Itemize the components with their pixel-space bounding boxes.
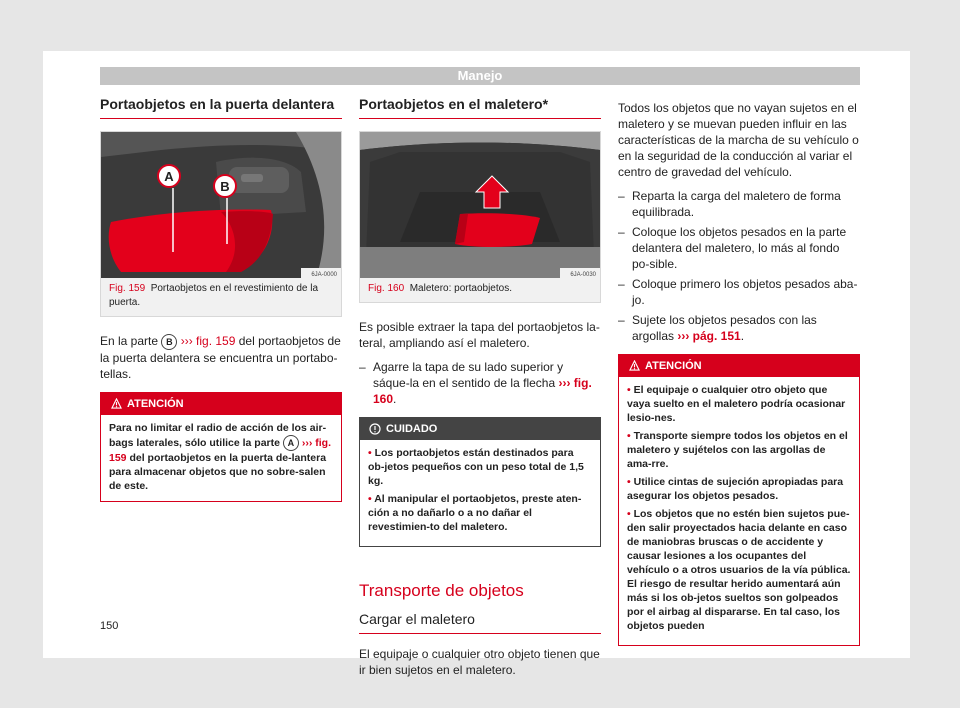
paragraph-load-intro: Todos los objetos que no vayan sujetos en el maletero y se muevan pueden influir en las características de la marcha de su vehículo o en la seguridad de la conducción al variar el centro de gravedad del vehículo. [618,101,859,179]
section-title-door: Portaobjetos en la puerta delantera [100,96,342,119]
list-item: – Coloque primero los objetos pesados aba-jo. [618,276,860,308]
warning-item: • El equipaje o cualquier otro objeto que vaya suelto en el maletero podría ocasionar lesio-nes. [627,384,846,424]
figure-caption: Fig. 159 Portaobjetos en el revestimiento de la puerta. [109,283,319,308]
figure-160 [359,131,601,303]
figure-code: 6JA-0030 [570,272,596,278]
list-item: – Agarre la tapa de su lado superior y sáque-la en el sentido de la flecha ››› fig. 160. [359,359,601,407]
warning-triangle-icon [111,398,122,409]
load-list [618,188,860,344]
door-pocket-illustration [101,132,341,278]
caution-header: CUIDADO [360,418,600,440]
section-title-trunk: Portaobjetos en el maletero* [359,96,601,119]
ref-link[interactable]: ››› fig. 160 [373,376,592,406]
warning-item: • Los objetos que no estén bien sujetos pue-den salir proyectados hacia delante en caso de maniobras bruscas o de accidente y causar lesiones a los ocupantes del vehículo o a otros usuarios de la vía pública. El riesgo de resultar herido aumentará aún más si los ob-jetos sueltos son golpeados por el airbag al dispararse. En tal caso, los objetos pueden [627,508,851,632]
caution-exclamation-icon [369,423,381,435]
warning-box-door [100,392,342,502]
warning-box-load [618,354,860,646]
column-2 [359,96,601,686]
ref-link[interactable]: ››› fig. 159 [109,436,331,464]
page-header: Manejo [100,67,860,85]
paragraph-load: El equipaje o cualquier otro objeto tienen que ir bien sujetos en el maletero. [359,647,600,677]
list-item: – Coloque los objetos pesados en la parte delantera del maletero, lo más al fondo po-sible. [618,224,860,272]
figure-caption: Fig. 160 Maletero: portaobjetos. [368,283,512,294]
ref-link[interactable]: ››› fig. 159 [180,334,236,348]
badge-a: A [283,435,299,451]
figure-code: 6JA-0000 [311,272,337,278]
warning-item: • Transporte siempre todos los objetos en el maletero y sujételos con las argollas de ama-rre. [627,430,848,470]
column-1 [100,96,342,502]
subsection-title: Cargar el maletero [359,611,601,634]
warning-triangle-icon [629,360,640,371]
column-3 [618,100,860,646]
warning-header: ATENCIÓN [101,393,341,415]
list-item: – Sujete los objetos pesados con las argollas ››› pág. 151. [618,312,860,344]
caution-text [360,440,600,546]
warning-item: • Utilice cintas de sujeción apropiadas para asegurar los objetos pesados. [627,476,844,502]
figure-159 [100,131,342,317]
chapter-title: Transporte de objetos [359,581,524,600]
caution-item: • Al manipular el portaobjetos, preste aten-ción a no dañarlo o a no dañar el revestimien-to del maletero. [368,493,582,533]
badge-b: B [161,334,177,350]
ref-link[interactable]: ››› pág. 151 [677,329,741,343]
label-a: A [164,169,174,184]
paragraph-trunk: Es posible extraer la tapa del portaobjetos la-teral, ampliando así el maletero. [359,320,600,350]
warning-text: Para no limitar el radio de acción de los air-bags laterales, sólo utilice la parte A ››› fig. 159 del portaobjetos en la puerta de-lantera para almacenar objetos que no sobre-salen de este. [109,421,331,492]
page-number: 150 [100,620,119,632]
trunk-storage-illustration [360,132,600,278]
warning-header: ATENCIÓN [619,355,859,377]
caution-item: • Los portaobjetos están destinados para ob-jetos pequeños con un peso total de 1,5 kg. [368,447,584,487]
warning-text [619,377,859,645]
instruction-list [359,359,601,407]
caution-box [359,417,601,547]
list-item: – Reparta la carga del maletero de forma equilibrada. [618,188,860,220]
label-b: B [220,179,230,194]
paragraph-door: En la parte B ››› fig. 159 del portaobjetos de la puerta delantera se encuentra un portabo-tellas. [100,334,341,381]
